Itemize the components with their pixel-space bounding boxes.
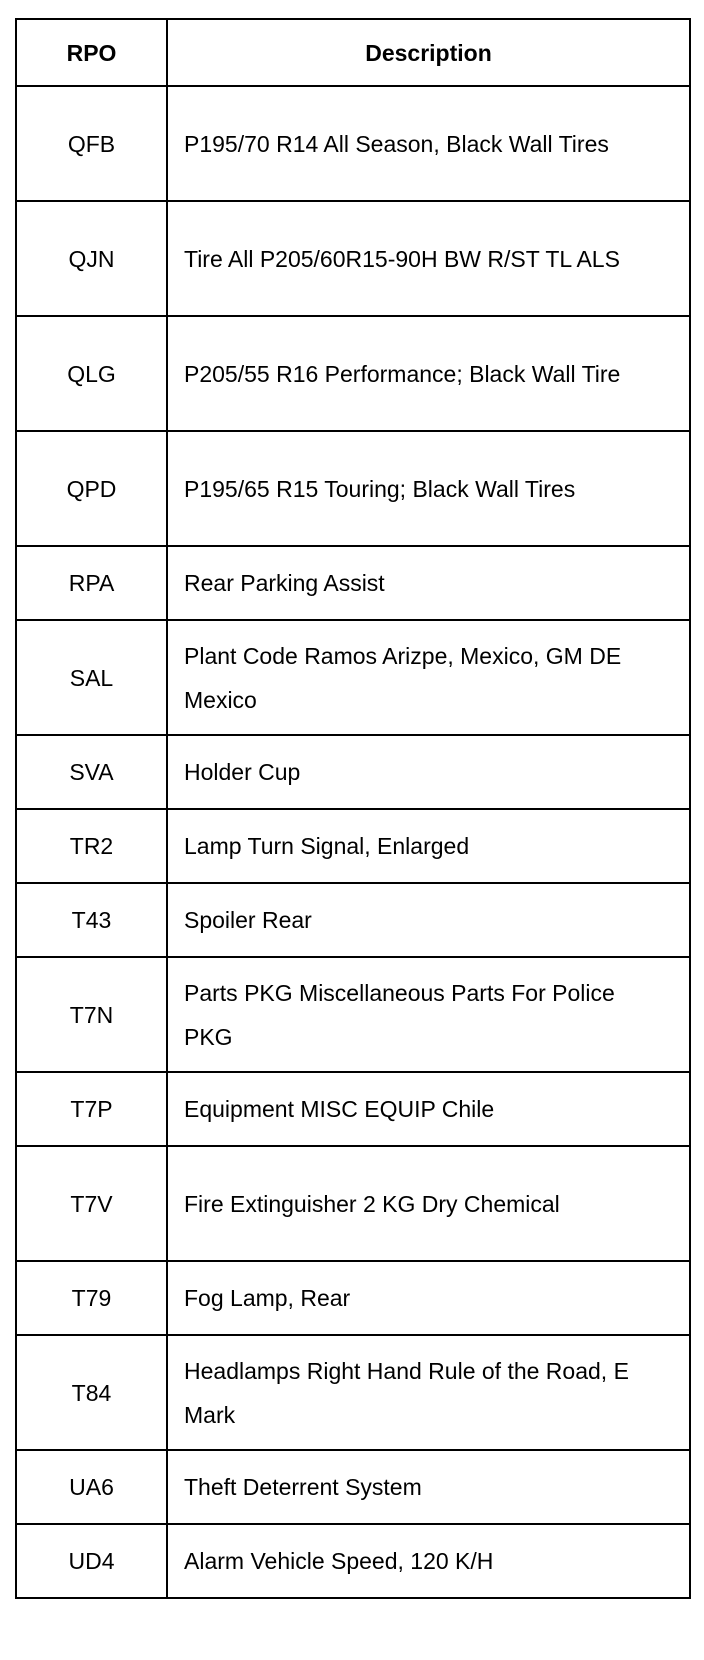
description-cell: Plant Code Ramos Arizpe, Mexico, GM DE Mexico bbox=[167, 620, 690, 735]
description-cell: Fog Lamp, Rear bbox=[167, 1261, 690, 1335]
rpo-table bbox=[15, 18, 691, 1599]
table-row bbox=[16, 431, 690, 546]
table-row bbox=[16, 86, 690, 201]
table-row bbox=[16, 735, 690, 809]
description-cell: P195/65 R15 Touring; Black Wall Tires bbox=[167, 431, 690, 546]
table-header-row bbox=[16, 19, 690, 86]
table-row bbox=[16, 1072, 690, 1146]
rpo-code-cell: T7N bbox=[16, 957, 167, 1072]
rpo-code-cell: SAL bbox=[16, 620, 167, 735]
description-cell: Theft Deterrent System bbox=[167, 1450, 690, 1524]
description-cell: Parts PKG Miscellaneous Parts For Police PKG bbox=[167, 957, 690, 1072]
rpo-code-cell: T7V bbox=[16, 1146, 167, 1261]
rpo-code-cell: QFB bbox=[16, 86, 167, 201]
table-row bbox=[16, 1335, 690, 1450]
table-row bbox=[16, 883, 690, 957]
table-row bbox=[16, 316, 690, 431]
rpo-code-cell: QPD bbox=[16, 431, 167, 546]
description-cell: Holder Cup bbox=[167, 735, 690, 809]
table-row bbox=[16, 201, 690, 316]
rpo-code-cell: T43 bbox=[16, 883, 167, 957]
rpo-code-cell: T84 bbox=[16, 1335, 167, 1450]
description-cell: P195/70 R14 All Season, Black Wall Tires bbox=[167, 86, 690, 201]
description-cell: Lamp Turn Signal, Enlarged bbox=[167, 809, 690, 883]
rpo-code-cell: QJN bbox=[16, 201, 167, 316]
table-row bbox=[16, 1146, 690, 1261]
description-cell: Equipment MISC EQUIP Chile bbox=[167, 1072, 690, 1146]
table-row bbox=[16, 809, 690, 883]
table-row bbox=[16, 1450, 690, 1524]
description-cell: Fire Extinguisher 2 KG Dry Chemical bbox=[167, 1146, 690, 1261]
table-row bbox=[16, 957, 690, 1072]
table-row bbox=[16, 620, 690, 735]
rpo-code-cell: UD4 bbox=[16, 1524, 167, 1598]
table-row bbox=[16, 546, 690, 620]
rpo-code-cell: RPA bbox=[16, 546, 167, 620]
table-row bbox=[16, 1261, 690, 1335]
rpo-code-cell: QLG bbox=[16, 316, 167, 431]
description-cell: Spoiler Rear bbox=[167, 883, 690, 957]
description-cell: Alarm Vehicle Speed, 120 K/H bbox=[167, 1524, 690, 1598]
rpo-code-cell: UA6 bbox=[16, 1450, 167, 1524]
rpo-code-cell: TR2 bbox=[16, 809, 167, 883]
description-cell: Headlamps Right Hand Rule of the Road, E Mark bbox=[167, 1335, 690, 1450]
description-column-header: Description bbox=[167, 19, 690, 86]
rpo-code-cell: SVA bbox=[16, 735, 167, 809]
rpo-code-cell: T79 bbox=[16, 1261, 167, 1335]
description-cell: Tire All P205/60R15-90H BW R/ST TL ALS bbox=[167, 201, 690, 316]
table-row bbox=[16, 1524, 690, 1598]
table-body bbox=[16, 86, 690, 1598]
rpo-code-cell: T7P bbox=[16, 1072, 167, 1146]
description-cell: Rear Parking Assist bbox=[167, 546, 690, 620]
description-cell: P205/55 R16 Performance; Black Wall Tire bbox=[167, 316, 690, 431]
rpo-column-header: RPO bbox=[16, 19, 167, 86]
